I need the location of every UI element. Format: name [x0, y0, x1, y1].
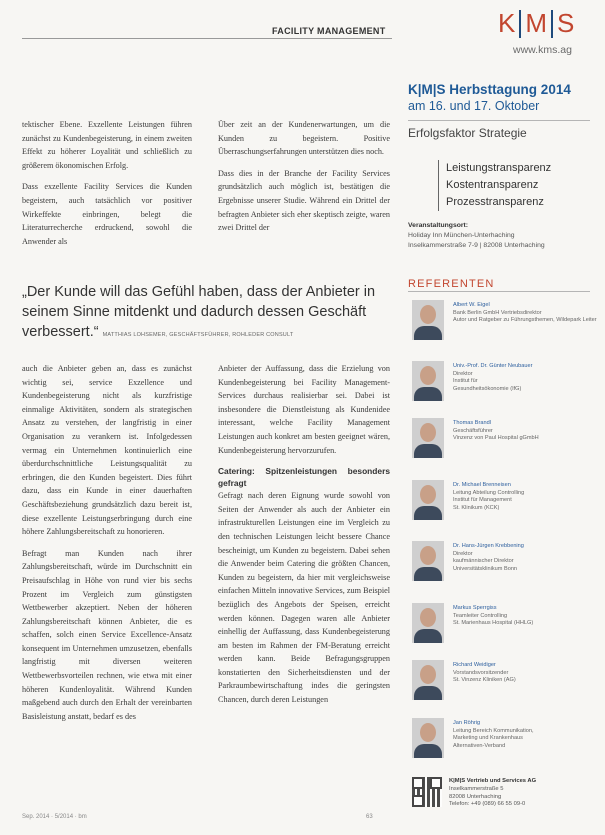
speaker-role: Leitung Abteilung Controlling	[453, 489, 525, 496]
speaker-role: Gesundheitsökonomie (IfG)	[453, 385, 522, 392]
address-line: Inselkammerstraße 5	[449, 785, 504, 792]
speaker-role: Direktor	[453, 370, 473, 377]
speaker-card	[408, 418, 598, 463]
speaker-info	[453, 720, 534, 750]
divider	[408, 120, 590, 121]
speaker-card	[408, 660, 598, 705]
speaker-name: Richard Weidiger	[453, 662, 496, 668]
speaker-name: Markus Sperrgiss	[453, 605, 497, 611]
speaker-role: Institut für Management	[453, 497, 512, 504]
speaker-info	[453, 363, 532, 393]
topic-item: Prozesstransparenz	[438, 194, 551, 211]
logo-divider	[519, 10, 521, 38]
topic-item: Leistungstransparenz	[438, 160, 551, 177]
speaker-role: Marketing und Krankenhaus	[453, 735, 523, 742]
speaker-role: Vorstandsvorsitzender	[453, 669, 509, 676]
pull-quote	[22, 282, 390, 345]
event-title: K|M|S Herbsttagung 2014	[408, 82, 571, 97]
speaker-card	[408, 718, 598, 763]
speaker-photo	[412, 603, 444, 643]
speaker-photo	[412, 660, 444, 700]
speaker-photo	[412, 718, 444, 758]
speaker-info	[453, 482, 524, 512]
speaker-role: Vinzenz von Paul Hospital gGmbH	[453, 435, 539, 442]
qr-marker	[412, 777, 424, 789]
column-2-bottom	[218, 362, 390, 715]
speaker-card	[408, 480, 598, 525]
speaker-name: Dr. Michael Brenneisen	[453, 482, 511, 488]
speaker-role: Universitätsklinikum Bonn	[453, 565, 518, 572]
speaker-name: Dr. Hans-Jürgen Krebbening	[453, 543, 524, 549]
paragraph: Gefragt nach deren Eignung wurde sowohl von Seiten der Anwender als auch der Anbieter ein infrastrukturellen Leistungen eine im Vergleich zu den technischen Leistungen leicht bessere Chance bescheinigt, um Kunden zu begeistern. Dabei sehen die Anwender beim Catering die größten Chancen, Kunden zu begeistern, da hier mit vergleichsweise einfachen Mitteln innovative Services, zum Beispiel bezüglich des Angebots der Speisen, erreicht werden können. Dagegen waren alle Anbieter einhellig der Auffassung, dass Kundenbegeisterung am besten im Rahmen der FM-Beratung erreicht werden kann. Beide Befragungsgruppen konstatierten den Sicherheitsdiensten und der Parkraumbewirtschaftung indes die geringsten Chancen, durch deren Leistungen	[218, 491, 390, 705]
venue-line: Inselkammerstraße 7-9 | 82008 Unterhaching	[408, 242, 545, 249]
qr-code[interactable]	[412, 777, 442, 807]
speaker-name: Univ.-Prof. Dr. Günter Neubauer	[453, 363, 533, 369]
speaker-role: St. Marienhaus Hospital (HHLG)	[453, 620, 534, 627]
section-header: FACILITY MANAGEMENT	[272, 26, 386, 36]
page-number: 63	[366, 814, 373, 820]
column-1-top	[22, 118, 192, 256]
speaker-name: Albert W. Eigel	[453, 302, 490, 308]
paragraph: auch die Anbieter geben an, dass es zunächst wichtig sei, service Exzellence und Kundenbegeisterung nicht als kurzfristige einmalige Aktivitäten, sondern als strategischen Ansatz zu verstehen, der langfristig in einer Organisation zu verankern ist. Infolgedessen vermag ein Unternehmen kontinuierlich eine überdurchschnittliche Leistungsqualität zu erbringen, die den Kunden begeistert. Dies führt dazu, dass ein Kunde in einer dauerhaften Geschäftsbeziehung grundsätzlich dazu bereit ist, diese exzellente Leistungserbringung durch eine höhere Zahlungsbereitschaft zu honorieren.	[22, 364, 192, 537]
paragraph: Anbieter der Auffassung, dass die Erzielung von Kundenbegeisterung bei Facility Management-Services durchaus realisierbar sei. Dabei ist insbesondere die Dienstleistung als Kundenidee interessant, welche Facility Management Leistungen auch konkret am besten geeignet wären, Kundenbegeisterung hervorzurufen.	[218, 364, 390, 455]
speaker-role: Bank Berlin GmbH Vertriebsdirektor	[453, 309, 542, 316]
speaker-role: St. Klinikum (KCK)	[453, 504, 500, 511]
speaker-role: Geschäftsführer	[453, 427, 493, 434]
speaker-photo	[412, 480, 444, 520]
logo-divider	[551, 10, 553, 38]
company-address	[449, 778, 536, 809]
pull-quote-text: „Der Kunde will das Gefühl haben, dass der Anbieter in seinem Sinne mitdenkt und dadurch dessen Geschäft verbessert.“	[22, 284, 376, 340]
venue-label: Veranstaltungsort:	[408, 222, 469, 229]
address-line: Telefon: +49 (089) 66 55 09-0	[449, 801, 526, 808]
speaker-info	[453, 302, 597, 325]
address-line: 82008 Unterhaching	[449, 793, 502, 800]
speaker-info	[453, 605, 533, 628]
subheading: Catering: Spitzenleistungen besonders gefragt	[218, 466, 390, 489]
logo-letter: S	[557, 8, 575, 38]
footer-issue: Sep. 2014 · 5/2014 · bm	[22, 814, 87, 820]
speaker-role: Alternativen-Verband	[453, 742, 506, 749]
venue	[408, 221, 545, 251]
speaker-info	[453, 543, 524, 573]
speaker-photo	[412, 541, 444, 581]
qr-marker	[412, 795, 424, 807]
column-1-bottom	[22, 362, 192, 731]
speaker-role: Institut für	[453, 378, 478, 385]
pull-quote-source: MATTHIAS LOHSEMER, GESCHÄFTSFÜHRER, ROHLEDER CONSULT	[102, 332, 294, 338]
speaker-role: Autor und Ratgeber zu Führungsthemen, Wildepark Leiter	[453, 317, 597, 324]
venue-line: Holiday Inn München-Unterhaching	[408, 232, 515, 239]
event-date: am 16. und 17. Oktober	[408, 99, 540, 113]
speaker-name: Thomas Brandl	[453, 420, 491, 426]
logo-letter: K	[498, 8, 516, 38]
website-url: www.kms.ag	[513, 44, 572, 56]
company-name: K|M|S Vertrieb und Services AG	[449, 778, 537, 784]
paragraph: Befragt man Kunden nach ihrer Zahlungsbereitschaft, würde im Durchschnitt ein Preisaufschlag in Höhe von rund vier bis sechs Prozent im Vergleich zum günstigsten Wettbewerber akzeptiert. Neben der höheren Zahlungsbereitschaft können Anbieter, die es schaffen, solch einen Service Excellence-Ansatz konsequent im Unternehmen umzusetzen, ebenfalls langfristig mit diversen weiteren Wettbewerbsvorteilen rechnen, wie etwa mit einer höheren Kundenloyalität. Während Kunden maßgebend auch durch den Erhalt der vereinbarten Basisleistung anstatt, bedarf es des	[22, 548, 192, 721]
kms-logo	[498, 8, 574, 39]
header-rule	[22, 38, 392, 39]
topic-item: Kostentransparenz	[438, 177, 551, 194]
speaker-photo	[412, 418, 444, 458]
speaker-role: Leitung Bereich Kommunikation,	[453, 727, 534, 734]
column-2-top	[218, 118, 390, 243]
qr-marker	[430, 777, 442, 789]
speaker-info	[453, 662, 516, 685]
speaker-card	[408, 361, 598, 406]
topic-list	[438, 160, 551, 211]
speaker-card	[408, 541, 598, 586]
speaker-card	[408, 603, 598, 648]
event-subtitle: Erfolgsfaktor Strategie	[408, 126, 527, 140]
speaker-role: kaufmännischer Direktor	[453, 558, 514, 565]
speaker-role: Teamleiter Controlling	[453, 612, 508, 619]
speaker-name: Jan Röhrig	[453, 720, 481, 726]
speaker-photo	[412, 361, 444, 401]
paragraph: Über zeit an der Kundenerwartungen, um die Kunden zu begeistern. Positive Überraschungserfahrungen unterstützen dies noch.	[218, 120, 390, 157]
speaker-role: St. Vinzenz Kliniken (AG)	[453, 677, 516, 684]
speaker-role: Direktor	[453, 550, 473, 557]
logo-letter: M	[525, 8, 548, 38]
paragraph: Dass dies in der Branche der Facility Services grundsätzlich auch möglich ist, bestätigen die Ergebnisse unserer Studie. Während ein Drittel der befragten Anbieter sich eher skeptisch zeigte, waren zwei Drittel der	[218, 168, 390, 233]
speaker-info	[453, 420, 539, 443]
referenten-heading: REFERENTEN	[408, 278, 495, 290]
paragraph: Dass exzellente Facility Services die Kunden begeistern, auch tatsächlich vor positiver Wirkeffekte einbringen, belegt die Literaturrecherche erdruckend, sowohl die Anwender als	[22, 182, 192, 246]
speaker-card	[408, 300, 598, 345]
speaker-photo	[412, 300, 444, 340]
paragraph: tektischer Ebene. Exzellente Leistungen führen zunächst zu Kundenbegeisterung, in einem zweiten Effekt zu höherer Loyalität und schließlich zu größerem ökonomischen Erfolg.	[22, 120, 192, 170]
divider	[408, 291, 590, 292]
